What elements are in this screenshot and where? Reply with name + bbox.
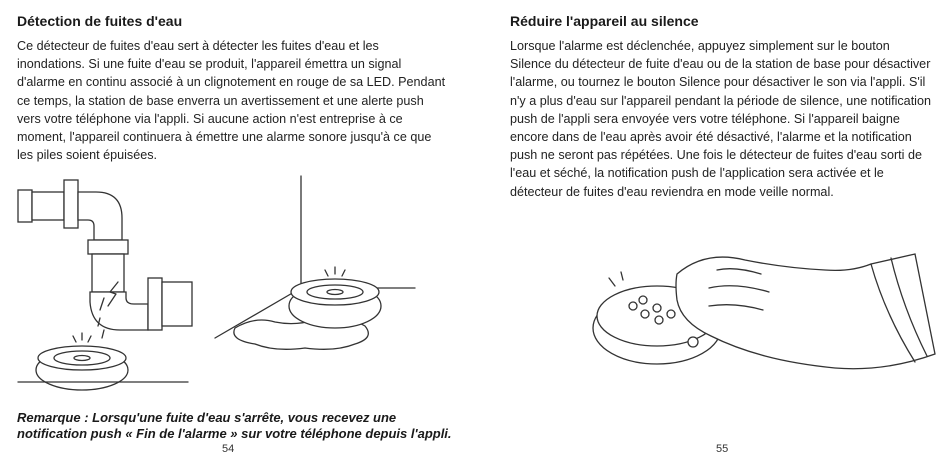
right-page-title: Réduire l'appareil au silence [510, 13, 699, 29]
right-page-paragraph: Lorsque l'alarme est déclenchée, appuyez simplement sur le bouton Silence du détecteur de fuite d'eau ou de la station de base pour désactiver l'alarme, ou tournez le bouton Silence pour désactiver le son via l'appli. S'il n'y a plus d'eau sur l'appareil pendant la période de silence, une notification push de l'appli sera envoyée vers votre téléphone. Si l'appareil baigne encore dans de l'eau après avoir été désactivé, l'alarme et la notification push ne seront pas répétées. Une fois le détecteur de fuites d'eau sorti de l'eau et séché, la notification push de l'application sera activée et le détecteur de fuites d'eau reviendra en mode veille normal. [510, 39, 931, 199]
right-page-number: 55 [716, 443, 729, 455]
left-page-paragraph: Ce détecteur de fuites d'eau sert à détecter les fuites d'eau et les inondations. Si une fuite d'eau se produit, l'appareil émettra un signal d'alarme en continu associé à un clignotement en rouge de sa LED. Pendant ce temps, la station de base enverra un avertissement et une alerte push vers votre téléphone via l'appli. Si aucune action n'est entreprise à ce moment, l'appareil continuera à émettre une alarme sonore jusqu'à ce que les piles soient épuisées. [17, 39, 446, 163]
left-page-title: Détection de fuites d'eau [17, 13, 183, 29]
floor-flood-illustration [215, 176, 415, 376]
left-page-number: 54 [222, 443, 235, 455]
pipe-leak-illustration [0, 170, 200, 390]
hand-pressing-silence-illustration [585, 244, 935, 424]
left-page-note: Remarque : Lorsqu'une fuite d'eau s'arrête, vous recevez une notification push « Fin de l'alarme » sur votre téléphone depuis l'appli. [17, 410, 452, 441]
